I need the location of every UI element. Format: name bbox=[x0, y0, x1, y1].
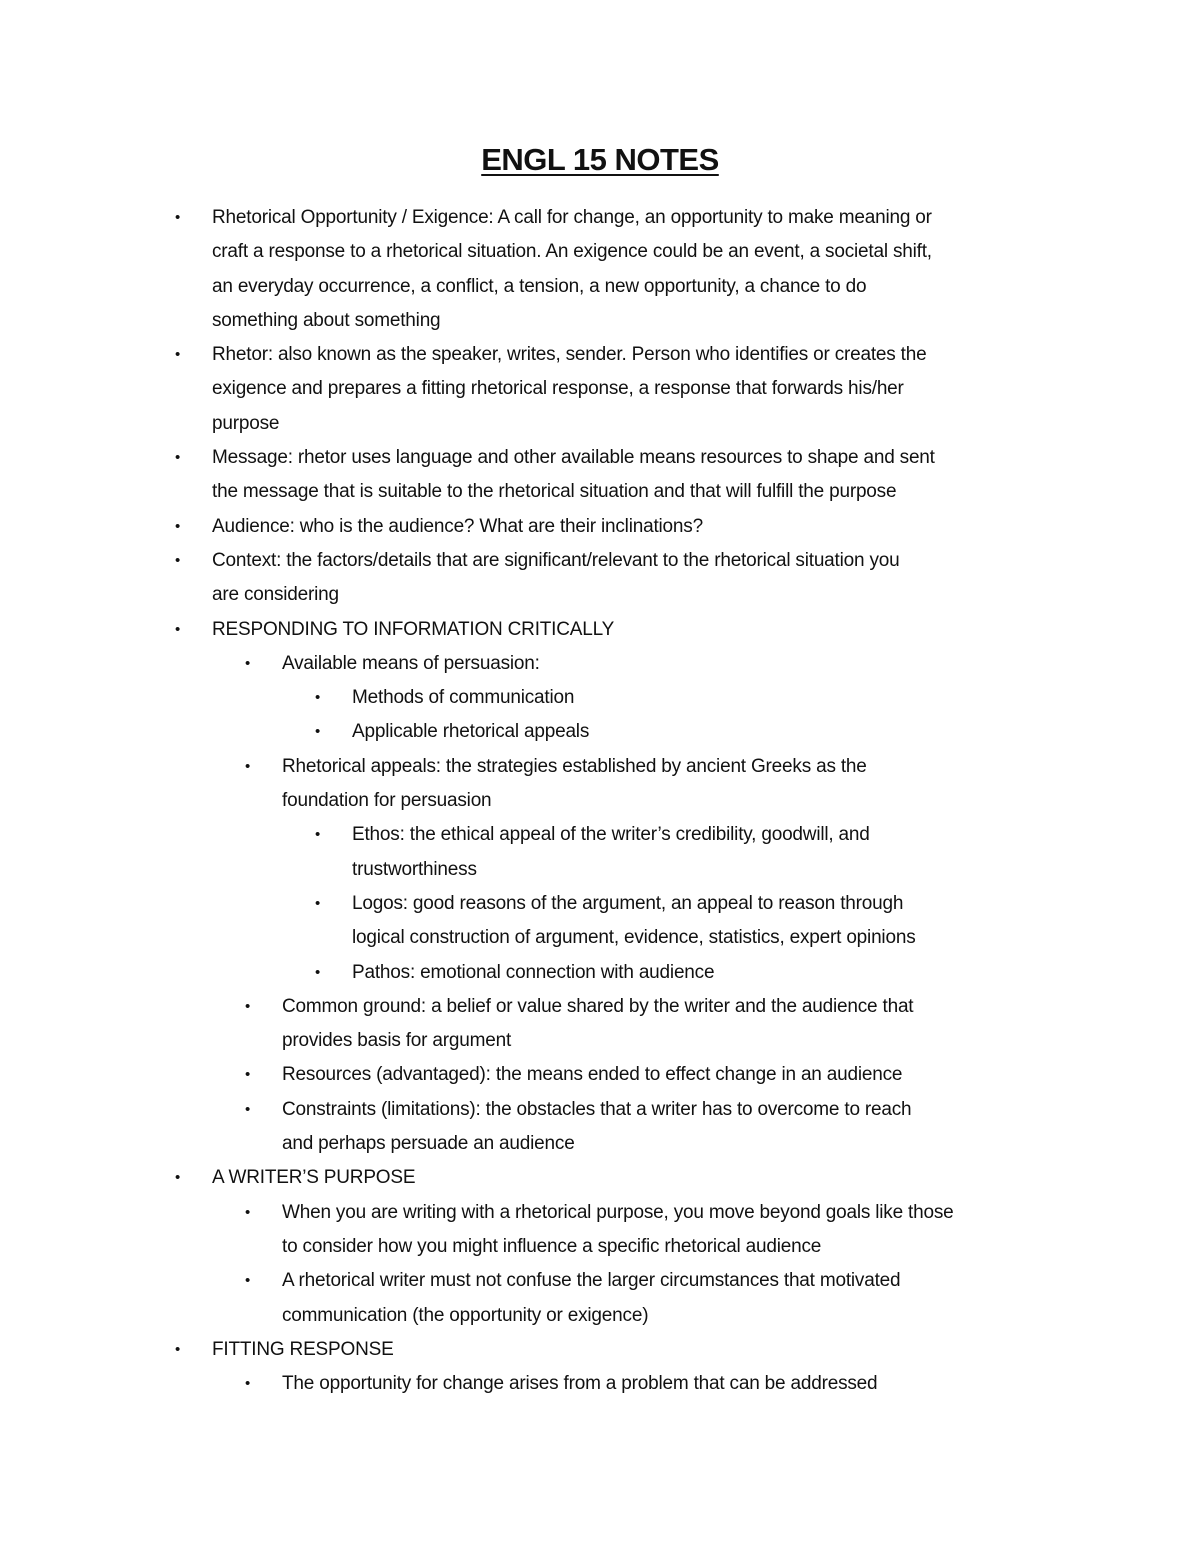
list-item-text-line: Rhetorical Opportunity / Exigence: A call for change, an opportunity to make meaning or bbox=[212, 207, 932, 228]
list-item-level-2 bbox=[0, 1196, 1200, 1265]
list-item-text-line: logical construction of argument, evidence, statistics, expert opinions bbox=[352, 927, 916, 949]
list-item-text-line: Message: rhetor uses language and other available means resources to shape and sent bbox=[212, 447, 935, 469]
list-item-level-2 bbox=[0, 1058, 1200, 1092]
list-item-text-line: foundation for persuasion bbox=[282, 790, 492, 812]
notes-list bbox=[0, 201, 1200, 1401]
list-item-text-line: Pathos: emotional connection with audience bbox=[352, 961, 715, 983]
list-item-text-line: are considering bbox=[212, 584, 339, 606]
list-item-text-line: craft a response to a rhetorical situation. An exigence could be an event, a societal shift, bbox=[212, 241, 932, 263]
list-item-level-3 bbox=[0, 818, 1200, 887]
list-item-text-line: Ethos: the ethical appeal of the writer’s credibility, goodwill, and bbox=[352, 824, 870, 846]
list-item-level-1 bbox=[0, 510, 1200, 544]
list-item-level-1 bbox=[0, 1333, 1200, 1367]
bullet-icon: • bbox=[315, 894, 321, 912]
list-item-level-2 bbox=[0, 1264, 1200, 1333]
list-item-text-line: A WRITER’S PURPOSE bbox=[212, 1167, 416, 1189]
document-title: ENGL 15 NOTES bbox=[481, 142, 719, 177]
list-item-text-line: Rhetorical appeals: the strategies established by ancient Greeks as the bbox=[282, 755, 867, 777]
list-item-text-line: Rhetor: also known as the speaker, writes, sender. Person who identifies or creates the bbox=[212, 344, 927, 366]
list-item-text-line: Available means of persuasion: bbox=[282, 652, 540, 674]
bullet-icon: • bbox=[315, 689, 321, 707]
bullet-icon: • bbox=[315, 826, 321, 844]
list-item-text-line: FITTING RESPONSE bbox=[212, 1338, 394, 1360]
list-item-text-line: to consider how you might influence a specific rhetorical audience bbox=[282, 1235, 822, 1257]
bullet-icon: • bbox=[175, 1340, 181, 1358]
list-item-level-2 bbox=[0, 647, 1200, 681]
list-item-text-line: provides basis for argument bbox=[282, 1030, 512, 1052]
bullet-icon: • bbox=[315, 723, 321, 741]
list-item-level-3 bbox=[0, 681, 1200, 715]
bullet-icon: • bbox=[245, 1272, 251, 1290]
list-item-level-1 bbox=[0, 544, 1200, 613]
list-item-text-line: When you are writing with a rhetorical purpose, you move beyond goals like those bbox=[282, 1201, 954, 1223]
list-item-text-line: RESPONDING TO INFORMATION CRITICALLY bbox=[212, 618, 615, 640]
list-item-text-line: Logos: good reasons of the argument, an appeal to reason through bbox=[352, 892, 904, 914]
bullet-icon: • bbox=[175, 517, 181, 535]
list-item-text-line: Constraints (limitations): the obstacles that a writer has to overcome to reach bbox=[282, 1098, 912, 1120]
list-item-text-line: trustworthiness bbox=[352, 858, 477, 880]
list-item-text-line: Audience: who is the audience? What are their inclinations? bbox=[212, 515, 703, 537]
list-item-text-line: an everyday occurrence, a conflict, a tension, a new opportunity, a chance to do bbox=[212, 275, 867, 297]
bullet-icon: • bbox=[245, 1066, 251, 1084]
bullet-icon: • bbox=[245, 1375, 251, 1393]
list-item-level-2 bbox=[0, 990, 1200, 1059]
list-item-text-line: something about something bbox=[212, 309, 441, 331]
list-item-level-1 bbox=[0, 1161, 1200, 1195]
list-item-text-line: A rhetorical writer must not confuse the larger circumstances that motivated bbox=[282, 1270, 901, 1292]
list-item-level-2 bbox=[0, 750, 1200, 819]
bullet-icon: • bbox=[245, 654, 251, 672]
bullet-icon: • bbox=[175, 551, 181, 569]
bullet-icon: • bbox=[245, 1100, 251, 1118]
bullet-icon: • bbox=[175, 449, 181, 467]
list-item-text-line: Applicable rhetorical appeals bbox=[352, 721, 590, 743]
bullet-icon: • bbox=[315, 963, 321, 981]
list-item-level-3 bbox=[0, 956, 1200, 990]
bullet-icon: • bbox=[175, 346, 181, 364]
bullet-icon: • bbox=[245, 1203, 251, 1221]
list-item-text-line: Methods of communication bbox=[352, 687, 575, 709]
bullet-icon: • bbox=[245, 757, 251, 775]
list-item-text-line: Context: the factors/details that are significant/relevant to the rhetorical situation you bbox=[212, 549, 900, 571]
list-item-text-line: exigence and prepares a fitting rhetorical response, a response that forwards his/her bbox=[212, 378, 904, 400]
bullet-icon: • bbox=[175, 1169, 181, 1187]
list-item-text-line: the message that is suitable to the rhetorical situation and that will fulfill the purpose bbox=[212, 481, 897, 503]
list-item-text-line: Common ground: a belief or value shared by the writer and the audience that bbox=[282, 995, 914, 1017]
list-item-level-2 bbox=[0, 1093, 1200, 1162]
list-item-level-3 bbox=[0, 887, 1200, 956]
bullet-icon: • bbox=[245, 997, 251, 1015]
bullet-icon: • bbox=[175, 620, 181, 638]
list-item-text-line: and perhaps persuade an audience bbox=[282, 1133, 575, 1155]
list-item-level-1 bbox=[0, 338, 1200, 441]
list-item-text-line: The opportunity for change arises from a problem that can be addressed bbox=[282, 1373, 878, 1395]
list-item-level-3 bbox=[0, 715, 1200, 749]
list-item-level-1 bbox=[0, 441, 1200, 510]
list-item-level-1 bbox=[0, 201, 1200, 338]
bullet-icon: • bbox=[175, 209, 181, 226]
list-item-level-1 bbox=[0, 613, 1200, 647]
list-item-text-line: communication (the opportunity or exigence) bbox=[282, 1304, 649, 1326]
list-item-text-line: purpose bbox=[212, 412, 280, 434]
list-item-text-line: Resources (advantaged): the means ended to effect change in an audience bbox=[282, 1064, 903, 1086]
list-item-level-2 bbox=[0, 1367, 1200, 1401]
